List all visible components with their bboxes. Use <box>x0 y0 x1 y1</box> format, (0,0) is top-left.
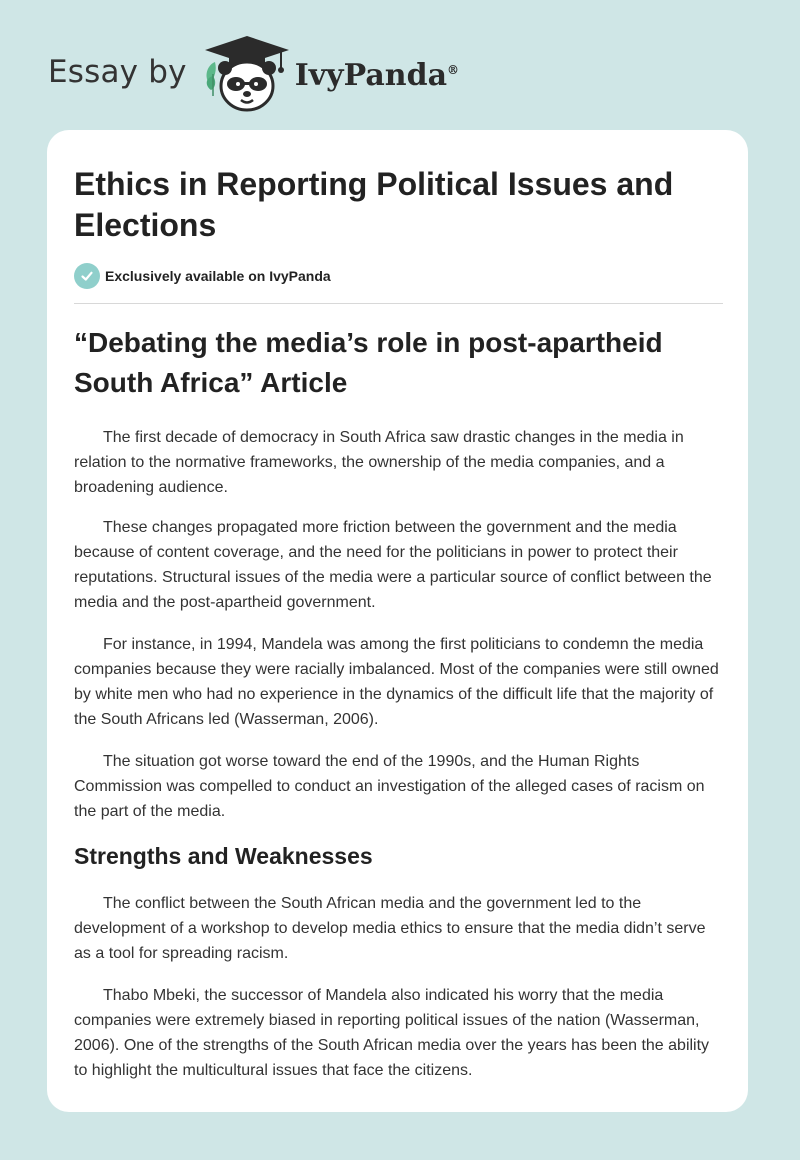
paragraph: Thabo Mbeki, the successor of Mandela also indicated his worry that the media companies were extremely biased in reporting political issues of the nation (Wasserman, 2006). One of the strengths of the South African media over the years has been the ability to highlight the multicultural issues that face the citizens. <box>74 987 710 1079</box>
paragraph: The first decade of democracy in South Africa saw drastic changes in the media in relation to the normative frameworks, the ownership of the media companies, and a broadening audience. <box>74 429 684 496</box>
paragraph: The situation got worse toward the end of the 1990s, and the Human Rights Commission was compelled to conduct an investigation of the alleged cases of racism on the part of the media. <box>74 753 705 820</box>
exclusive-badge <box>74 263 331 289</box>
essay-card <box>47 130 748 1112</box>
section-heading-article: “Debating the media’s role in post-apartheid South Africa” Article <box>74 327 663 398</box>
divider <box>74 303 723 304</box>
essay-by-label: Essay by <box>48 54 187 90</box>
paragraph: The conflict between the South African media and the government led to the development of a workshop to develop media ethics to ensure that the media didn’t serve as a tool for spreading racism. <box>74 895 706 962</box>
paragraph: These changes propagated more friction between the government and the media because of content coverage, and the need for the politicians in power to protect their reputations. Structural issues of the media were a particular source of conflict between the media and the post-apartheid government. <box>74 519 712 611</box>
section-heading-strengths: Strengths and Weaknesses <box>74 843 373 869</box>
site-header <box>48 34 459 114</box>
paragraph: For instance, in 1994, Mandela was among the first politicians to condemn the media companies because they were racially imbalanced. Most of the companies were still owned by white men who had no experience in the dynamics of the difficult life that the majority of the South Africans led (Wasserman, 2006). <box>74 636 719 728</box>
exclusive-label: Exclusively available on IvyPanda <box>105 268 331 284</box>
registered-mark: ® <box>447 62 460 77</box>
page-title: Ethics in Reporting Political Issues and Elections <box>74 166 674 243</box>
checkmark-icon <box>74 263 100 289</box>
panda-logo-icon[interactable] <box>201 34 293 114</box>
brand-name[interactable]: IvyPanda® <box>294 57 460 93</box>
